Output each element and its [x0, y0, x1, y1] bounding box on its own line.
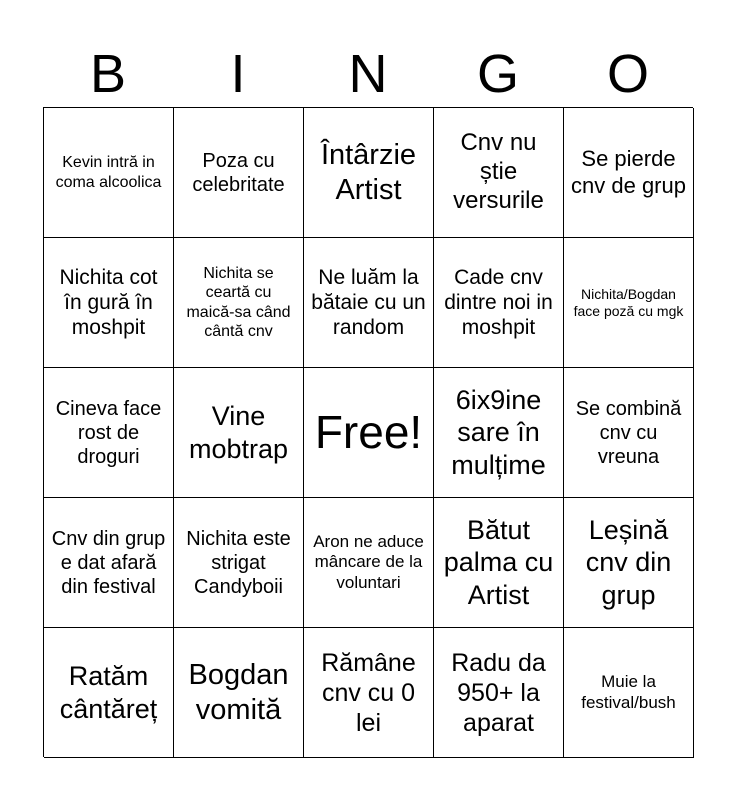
bingo-cell-r5-c3[interactable]: Rămâne cnv cu 0 lei [304, 628, 434, 758]
bingo-cell-r3-c5[interactable]: Se combină cnv cu vreuna [564, 368, 694, 498]
bingo-cell-r4-c2[interactable]: Nichita este strigat Candyboii [174, 498, 304, 628]
header-letter-n: N [348, 44, 388, 104]
bingo-card-grid [43, 107, 693, 757]
bingo-cell-r4-c5[interactable]: Leșină cnv din grup [564, 498, 694, 628]
bingo-cell-r3-c1[interactable]: Cineva face rost de droguri [44, 368, 174, 498]
bingo-cell-r3-c4[interactable]: 6ix9ine sare în mulțime [434, 368, 564, 498]
bingo-cell-r1-c1[interactable]: Kevin intră in coma alcoolica [44, 108, 174, 238]
bingo-cell-r5-c2[interactable]: Bogdan vomită [174, 628, 304, 758]
bingo-cell-r4-c3[interactable]: Aron ne aduce mâncare de la voluntari [304, 498, 434, 628]
bingo-cell-r2-c1[interactable]: Nichita cot în gură în moshpit [44, 238, 174, 368]
bingo-cell-r5-c1[interactable]: Ratăm cântăreț [44, 628, 174, 758]
bingo-header [43, 40, 693, 108]
header-letter-o: O [606, 44, 649, 104]
bingo-cell-r1-c5[interactable]: Se pierde cnv de grup [564, 108, 694, 238]
bingo-cell-r4-c1[interactable]: Cnv din grup e dat afară din festival [44, 498, 174, 628]
bingo-cell-r5-c5[interactable]: Muie la festival/bush [564, 628, 694, 758]
bingo-cell-r1-c3[interactable]: Întârzie Artist [304, 108, 434, 238]
bingo-cell-r2-c4[interactable]: Cade cnv dintre noi in moshpit [434, 238, 564, 368]
bingo-cell-r2-c3[interactable]: Ne luăm la bătaie cu un random [304, 238, 434, 368]
bingo-cell-r2-c5[interactable]: Nichita/Bogdan face poză cu mgk [564, 238, 694, 368]
header-letter-i: I [230, 44, 246, 104]
header-letter-b: B [89, 44, 127, 104]
header-letter-g: G [476, 44, 519, 104]
bingo-cell-r5-c4[interactable]: Radu da 950+ la aparat [434, 628, 564, 758]
bingo-cell-r4-c4[interactable]: Bătut palma cu Artist [434, 498, 564, 628]
bingo-cell-free-space[interactable]: Free! [304, 368, 434, 498]
bingo-cell-r1-c4[interactable]: Cnv nu știe versurile [434, 108, 564, 238]
bingo-cell-r2-c2[interactable]: Nichita se ceartă cu maică-sa când cântă cnv [174, 238, 304, 368]
bingo-cell-r3-c2[interactable]: Vine mobtrap [174, 368, 304, 498]
bingo-cell-r1-c2[interactable]: Poza cu celebritate [174, 108, 304, 238]
